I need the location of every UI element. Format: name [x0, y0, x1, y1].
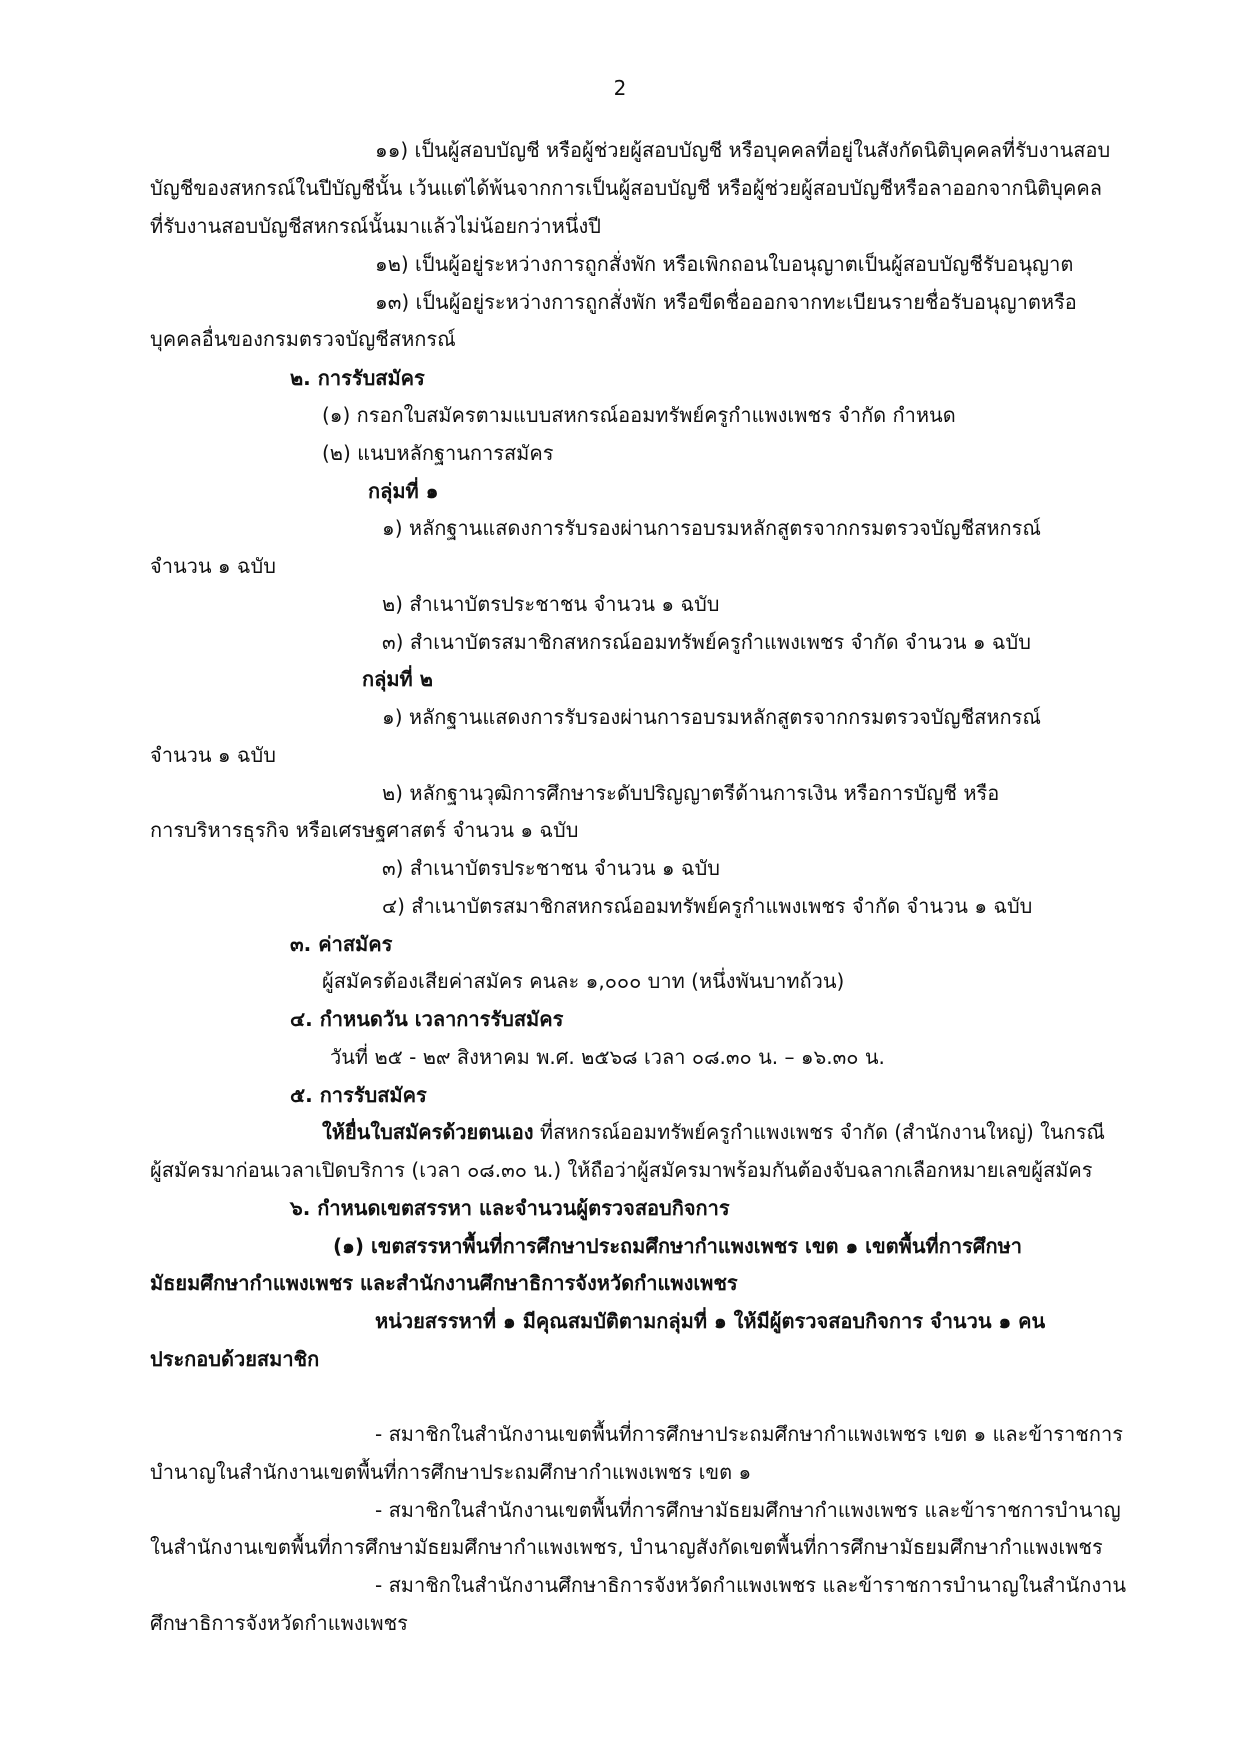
section-5-bold-phrase: ให้ยื่นใบสมัครด้วยตนเอง [322, 1120, 534, 1144]
section-3-heading: ๓. ค่าสมัคร [290, 932, 393, 956]
group-2-item-1-line-2: จำนวน ๑ ฉบับ [150, 743, 276, 767]
item-11-line-1: ๑๑) เป็นผู้สอบบัญชี หรือผู้ช่วยผู้สอบบัญชี หรือบุคคลที่อยู่ในสังกัดนิติบุคคลที่รับงานสอบ [375, 138, 1111, 162]
group-2-item-3: ๓) สำเนาบัตรประชาชน จำนวน ๑ ฉบับ [382, 856, 720, 880]
group-2-item-1-line-1: ๑) หลักฐานแสดงการรับรองผ่านการอบรมหลักสูตรจากกรมตรวจบัญชีสหกรณ์ [382, 705, 1041, 729]
section-5-line-1-rest: ที่สหกรณ์ออมทรัพย์ครูกำแพงเพชร จำกัด (สำนักงานใหญ่) ในกรณี [533, 1120, 1105, 1144]
member-2-line-1: - สมาชิกในสำนักงานเขตพื้นที่การศึกษามัธยมศึกษากำแพงเพชร และข้าราชการบำนาญ [375, 1498, 1121, 1522]
group-2-item-2-line-1: ๒) หลักฐานวุฒิการศึกษาระดับปริญญาตรีด้านการเงิน หรือการบัญชี หรือ [382, 781, 1000, 805]
item-11-line-3: ที่รับงานสอบบัญชีสหกรณ์นั้นมาแล้วไม่น้อยกว่าหนึ่งปี [150, 214, 601, 238]
unit-1-line-2: ประกอบด้วยสมาชิก [150, 1347, 320, 1371]
section-5-line-2: ผู้สมัครมาก่อนเวลาเปิดบริการ (เวลา ๐๘.๓๐ น.) ให้ถือว่าผู้สมัครมาพร้อมกันต้องจับฉลากเลือกหมายเลขผู้สมัคร [150, 1158, 1093, 1182]
group-2-item-4: ๔) สำเนาบัตรสมาชิกสหกรณ์ออมทรัพย์ครูกำแพงเพชร จำกัด จำนวน ๑ ฉบับ [382, 894, 1033, 918]
member-2-line-2: ในสำนักงานเขตพื้นที่การศึกษามัธยมศึกษากำแพงเพชร, บำนาญสังกัดเขตพื้นที่การศึกษามัธยมศึกษากำแพงเพชร [150, 1535, 1103, 1559]
item-13-line-1: ๑๓) เป็นผู้อยู่ระหว่างการถูกสั่งพัก หรือขีดชื่อออกจากทะเบียนรายชื่อรับอนุญาตหรือ [375, 290, 1077, 314]
group-1-heading: กลุ่มที่ ๑ [368, 479, 439, 503]
group-1-item-1-line-1: ๑) หลักฐานแสดงการรับรองผ่านการอบรมหลักสูตรจากกรมตรวจบัญชีสหกรณ์ [382, 516, 1041, 540]
group-2-item-2-line-2: การบริหารธุรกิจ หรือเศรษฐศาสตร์ จำนวน ๑ ฉบับ [150, 818, 579, 842]
section-5-heading: ๕. การรับสมัคร [290, 1083, 427, 1107]
page-number: 2 [613, 76, 627, 100]
section-4-body: วันที่ ๒๕ - ๒๙ สิงหาคม พ.ศ. ๒๕๖๘ เวลา ๐๘.๓๐ น. – ๑๖.๓๐ น. [330, 1045, 885, 1069]
group-1-item-2: ๒) สำเนาบัตรประชาชน จำนวน ๑ ฉบับ [382, 592, 720, 616]
member-3-line-1: - สมาชิกในสำนักงานศึกษาธิการจังหวัดกำแพงเพชร และข้าราชการบำนาญในสำนักงาน [375, 1573, 1127, 1597]
section-5-line-1 [322, 1118, 1105, 1146]
section-2-item-1: (๑) กรอกใบสมัครตามแบบสหกรณ์ออมทรัพย์ครูกำแพงเพชร จำกัด กำหนด [322, 403, 956, 427]
group-1-item-3: ๓) สำเนาบัตรสมาชิกสหกรณ์ออมทรัพย์ครูกำแพงเพชร จำกัด จำนวน ๑ ฉบับ [382, 630, 1031, 654]
section-6-area-1-line-1: (๑) เขตสรรหาพื้นที่การศึกษาประถมศึกษากำแพงเพชร เขต ๑ เขตพื้นที่การศึกษา [333, 1234, 1023, 1258]
item-12: ๑๒) เป็นผู้อยู่ระหว่างการถูกสั่งพัก หรือเพิกถอนใบอนุญาตเป็นผู้สอบบัญชีรับอนุญาต [375, 252, 1074, 276]
item-13-line-2: บุคคลอื่นของกรมตรวจบัญชีสหกรณ์ [150, 327, 456, 351]
section-2-item-2: (๒) แนบหลักฐานการสมัคร [322, 441, 554, 465]
section-6-heading: ๖. กำหนดเขตสรรหา และจำนวนผู้ตรวจสอบกิจการ [290, 1196, 730, 1220]
group-1-item-1-line-2: จำนวน ๑ ฉบับ [150, 554, 276, 578]
item-11-line-2: บัญชีของสหกรณ์ในปีบัญชีนั้น เว้นแต่ได้พ้นจากการเป็นผู้สอบบัญชี หรือผู้ช่วยผู้สอบบัญชีหรือลาออกจากนิติบุคคล [150, 176, 1102, 200]
group-2-heading: กลุ่มที่ ๒ [362, 667, 433, 691]
member-3-line-2: ศึกษาธิการจังหวัดกำแพงเพชร [150, 1611, 408, 1635]
unit-1-line-1: หน่วยสรรหาที่ ๑ มีคุณสมบัติตามกลุ่มที่ ๑ ให้มีผู้ตรวจสอบกิจการ จำนวน ๑ คน [375, 1309, 1046, 1333]
section-4-heading: ๔. กำหนดวัน เวลาการรับสมัคร [290, 1007, 564, 1031]
section-6-area-1-line-2: มัธยมศึกษากำแพงเพชร และสำนักงานศึกษาธิการจังหวัดกำแพงเพชร [150, 1271, 738, 1295]
section-2-heading: ๒. การรับสมัคร [290, 366, 425, 390]
member-1-line-2: บำนาญในสำนักงานเขตพื้นที่การศึกษาประถมศึกษากำแพงเพชร เขต ๑ [150, 1460, 752, 1484]
section-3-body: ผู้สมัครต้องเสียค่าสมัคร คนละ ๑,๐๐๐ บาท (หนึ่งพันบาทถ้วน) [322, 969, 845, 993]
member-1-line-1: - สมาชิกในสำนักงานเขตพื้นที่การศึกษาประถมศึกษากำแพงเพชร เขต ๑ และข้าราชการ [375, 1422, 1123, 1446]
